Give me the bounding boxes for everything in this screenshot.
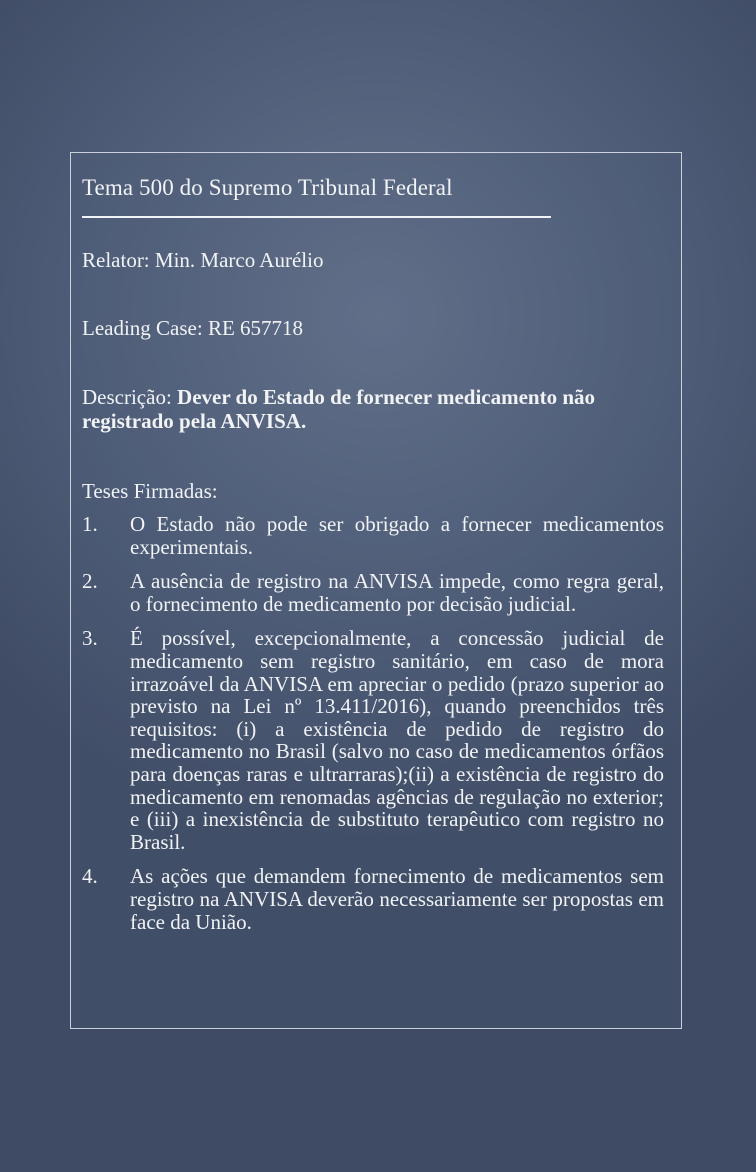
- tese-number: 2.: [82, 569, 98, 594]
- tese-item: [82, 627, 664, 853]
- tese-text: A ausência de registro na ANVISA impede, como regra geral, o fornecimento de medicamento por decisão judicial.: [130, 569, 664, 616]
- descricao-paragraph: [82, 385, 664, 433]
- leading-case-line: Leading Case: RE 657718: [82, 316, 304, 340]
- tese-number: 3.: [82, 626, 98, 651]
- card-title: Tema 500 do Supremo Tribunal Federal: [82, 175, 453, 200]
- relator-line: Relator: Min. Marco Aurélio: [82, 248, 324, 272]
- tese-number: 1.: [82, 512, 98, 536]
- tese-item: [82, 513, 664, 558]
- title-underline: [82, 216, 551, 218]
- tema-card: [70, 152, 682, 1029]
- tese-number: 4.: [82, 864, 98, 889]
- teses-label: Teses Firmadas:: [82, 479, 218, 503]
- tese-item: [82, 570, 664, 615]
- tese-text: É possível, excepcionalmente, a concessão judicial de medicamento sem registro sanitário, em caso de mora irrazoável da ANVISA em apreciar o pedido (prazo superior ao previsto na Lei nº 13.411/2016), quando preenchidos três requisitos: (i) a existência de pedido de registro do medicamento no Brasil (salvo no caso de medicamentos órfãos para doenças raras e ultrarraras);(ii) a existência de registro do medicamento em renomadas agências de regulação no exterior; e (iii) a inexistência de substituto terapêutico com registro no Brasil.: [130, 626, 664, 854]
- tese-text: O Estado não pode ser obrigado a fornecer medicamentos experimentais.: [130, 512, 664, 559]
- tese-item: [82, 865, 664, 933]
- tese-text: As ações que demandem fornecimento de medicamentos sem registro na ANVISA deverão necessariamente ser propostas em face da União.: [130, 864, 664, 934]
- descricao-label: Descrição:: [82, 385, 178, 409]
- descricao-text: Dever do Estado de fornecer medicamento não registrado pela ANVISA.: [82, 385, 596, 433]
- teses-list: [82, 513, 664, 945]
